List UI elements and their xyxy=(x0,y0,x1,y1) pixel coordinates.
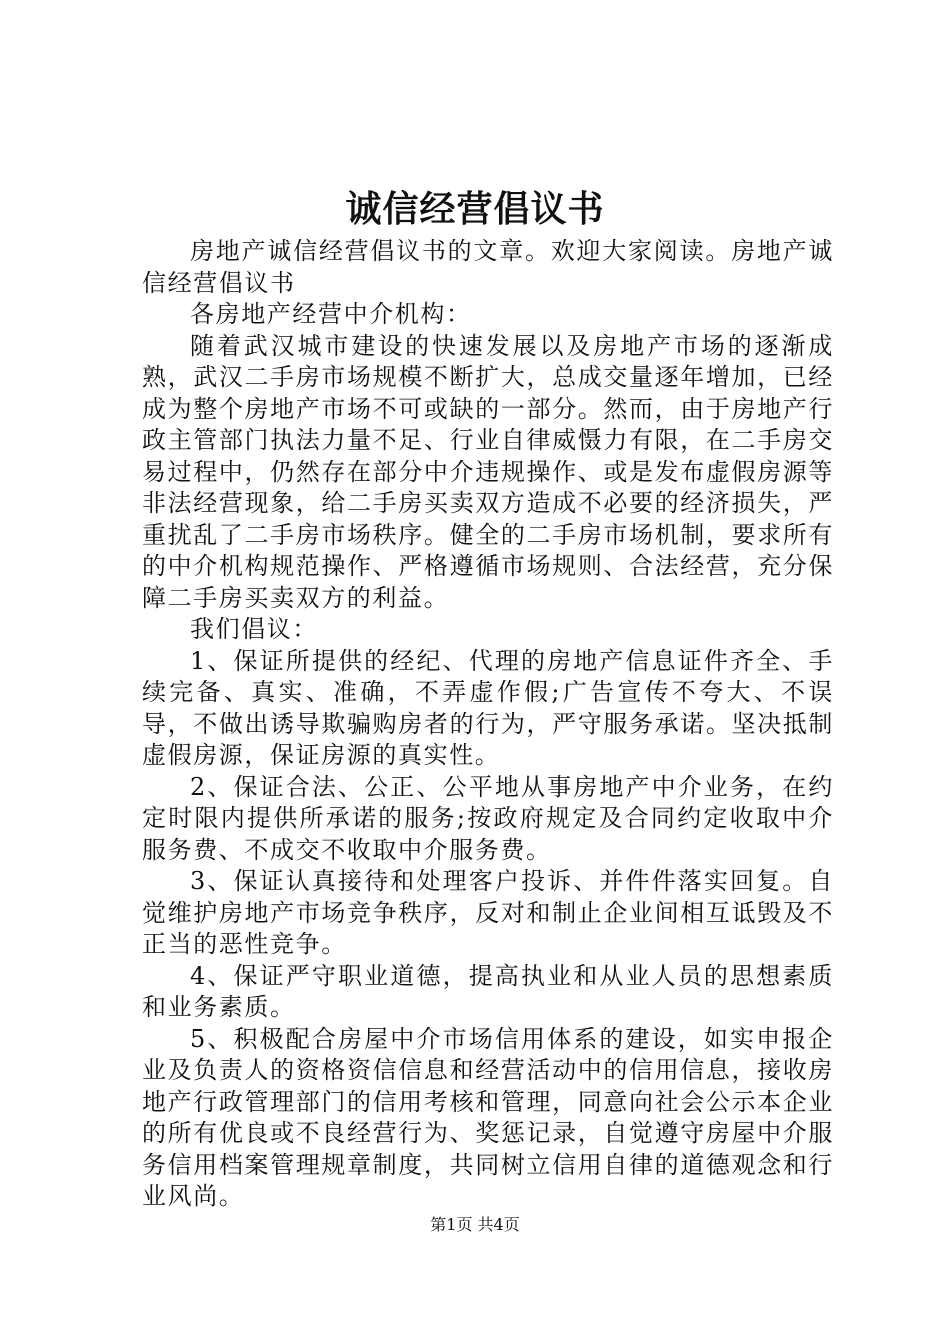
document-title: 诚信经营倡议书 xyxy=(345,188,605,230)
page-indicator: 第1页 共4页 xyxy=(430,1215,520,1234)
proposal-item-3: 3、保证认真接待和处理客户投诉、并件件落实回复。自觉维护房地产市场竞争秩序，反对和制止企业间相互诋毁及不正当的恶性竞争。 xyxy=(142,867,834,958)
proposal-item-1: 1、保证所提供的经纪、代理的房地产信息证件齐全、手续完备、真实、准确，不弄虚作假;广告宣传不夸大、不误导，不做出诱导欺骗购房者的行为，严守服务承诺。坚决抵制虚假房源，保证房源的真实性。 xyxy=(142,646,834,769)
document-body xyxy=(142,236,834,1213)
salutation: 各房地产经营中介机构： xyxy=(190,300,472,328)
proposal-item-2: 2、保证合法、公正、公平地从事房地产中介业务，在约定时限内提供所承诺的服务;按政府规定及合同约定收取中介服务费、不成交不收取中介服务费。 xyxy=(142,772,834,864)
proposal-item-5: 5、积极配合房屋中介市场信用体系的建设，如实申报企业及负责人的资格资信信息和经营活动中的信用信息，接收房地产行政管理部门的信用考核和管理，同意向社会公示本企业的所有优良或不良经营行为、奖惩记录，自觉遵守房屋中介服务信用档案管理规章制度，共同树立信用自律的道德观念和行业风尚。 xyxy=(142,1024,834,1210)
intro-paragraph: 房地产诚信经营倡议书的文章。欢迎大家阅读。房地产诚信经营倡议书 xyxy=(142,237,834,297)
proposal-heading: 我们倡议： xyxy=(190,615,318,643)
background-paragraph: 随着武汉城市建设的快速发展以及房地产市场的逐渐成熟，武汉二手房市场规模不断扩大，总成交量逐年增加，已经成为整个房地产市场不可或缺的一部分。然而，由于房地产行政主管部门执法力量不足、行业自律威慑力有限，在二手房交易过程中，仍然存在部分中介违规操作、或是发布虚假房源等非法经营现象，给二手房买卖双方造成不必要的经济损失，严重扰乱了二手房市场秩序。健全的二手房市场机制，要求所有的中介机构规范操作、严格遵循市场规则、合法经营，充分保障二手房买卖双方的利益。 xyxy=(142,331,834,612)
proposal-item-4: 4、保证严守职业道德，提高执业和从业人员的思想素质和业务素质。 xyxy=(142,961,834,1021)
